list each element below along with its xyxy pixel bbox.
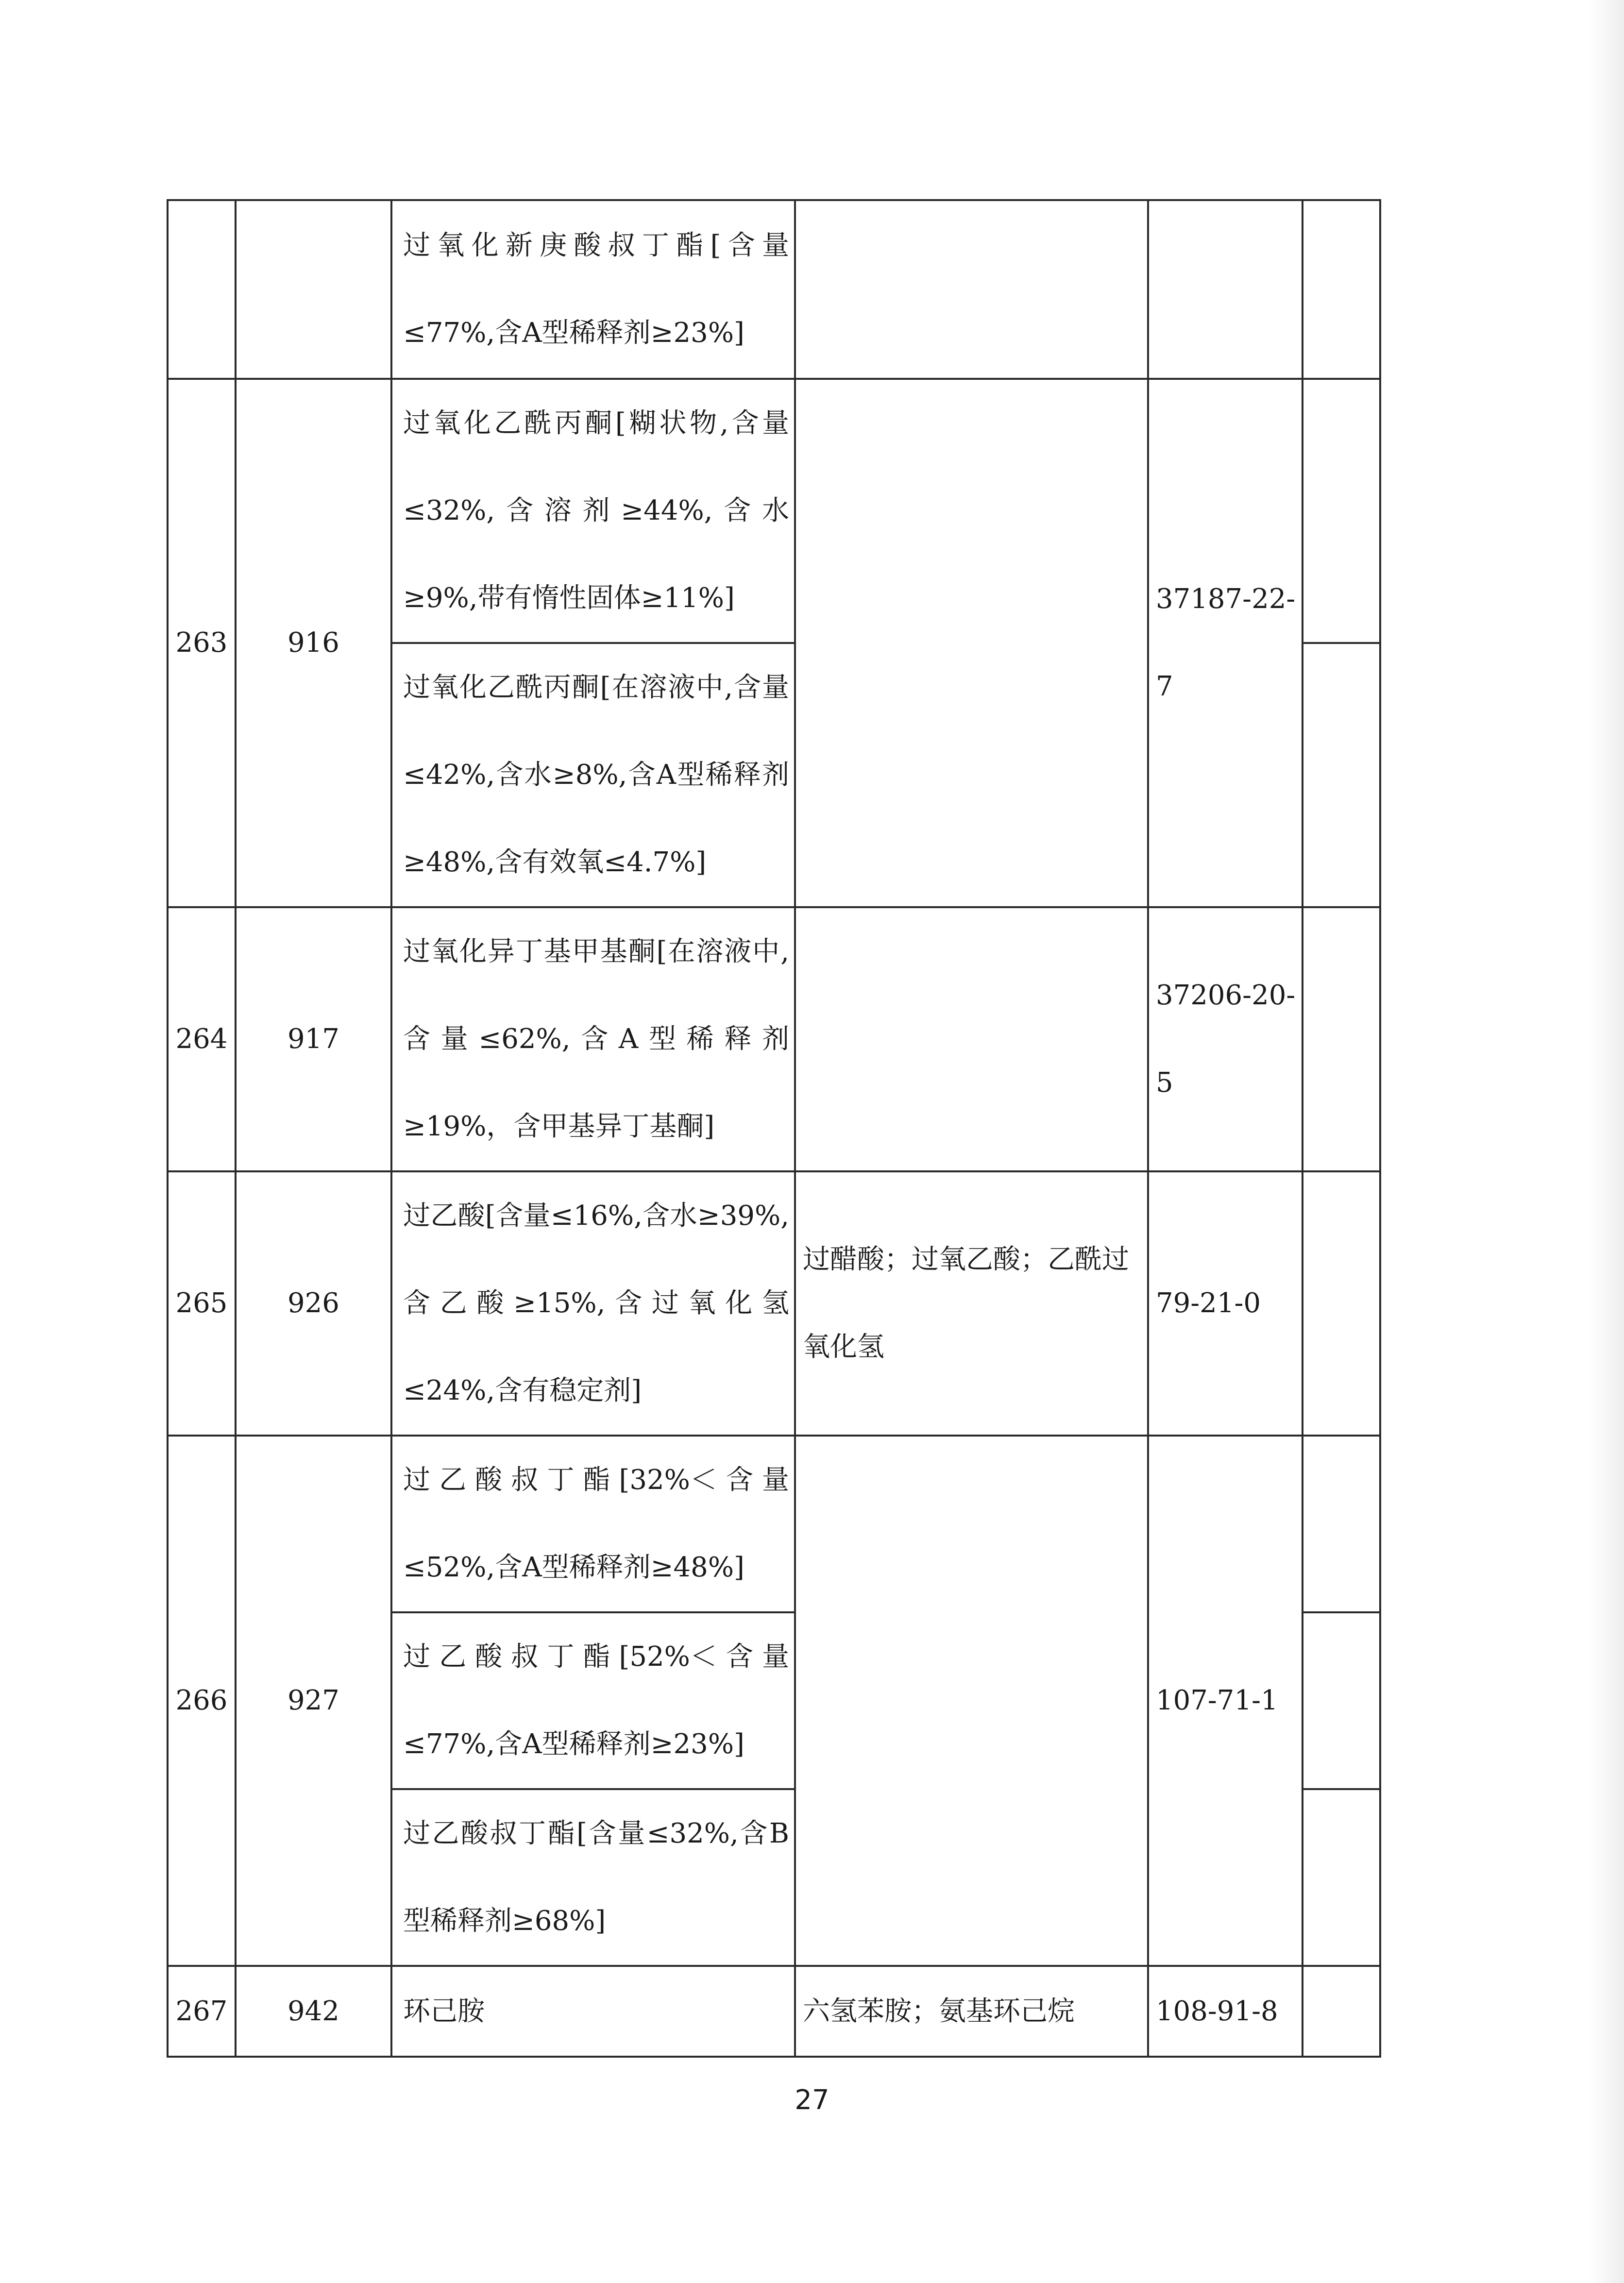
seq-cell: 267: [168, 1966, 236, 2057]
chemical-name-cell: 过乙酸[含量≤16%,含水≥39%,含乙酸≥15%,含过氧化氢≤24%,含有稳定剂]: [391, 1171, 795, 1436]
chemical-name-cell: 过乙酸叔丁酯[32%＜含量≤52%,含A型稀释剂≥48%]: [391, 1436, 795, 1612]
remark-cell: [1303, 643, 1380, 907]
remark-cell: [1303, 1612, 1380, 1789]
cas-cell: [1148, 200, 1303, 379]
remark-cell: [1303, 1436, 1380, 1612]
seq-cell: 263: [168, 379, 236, 907]
alias-cell: [795, 379, 1148, 907]
table-row: [168, 907, 1380, 1171]
cas-cell: 108-91-8: [1148, 1966, 1303, 2057]
chemical-name-cell: 过乙酸叔丁酯[52%＜含量≤77%,含A型稀释剂≥23%]: [391, 1612, 795, 1789]
hazardous-chemicals-table: [167, 199, 1381, 2058]
seq-cell: [168, 200, 236, 379]
cas-cell: 79-21-0: [1148, 1171, 1303, 1436]
alias-cell: [795, 1436, 1148, 1966]
remark-cell: [1303, 200, 1380, 379]
seq-cell: 265: [168, 1171, 236, 1436]
alias-cell: 过醋酸；过氧乙酸；乙酰过氧化氢: [795, 1171, 1148, 1436]
seq-cell: 266: [168, 1436, 236, 1966]
chemical-name-cell: 环己胺: [391, 1966, 795, 2057]
table-row: [168, 379, 1380, 643]
chemical-name-cell: 过氧化异丁基甲基酮[在溶液中,含量≤62%,含A型稀释剂≥19%，含甲基异丁基酮]: [391, 907, 795, 1171]
seq-cell: 264: [168, 907, 236, 1171]
chemical-name-cell: 过氧化乙酰丙酮[糊状物,含量≤32%,含溶剂≥44%,含水≥9%,带有惰性固体≥11%]: [391, 379, 795, 643]
cas-cell: 37187-22-7: [1148, 379, 1303, 907]
table-row: [168, 200, 1380, 379]
scan-edge: [1590, 0, 1624, 2283]
table-row: [168, 1171, 1380, 1436]
chemical-name-cell: 过乙酸叔丁酯[含量≤32%,含B型稀释剂≥68%]: [391, 1789, 795, 1966]
table-row: [168, 1436, 1380, 1612]
catalog-no-cell: 926: [236, 1171, 391, 1436]
alias-cell: [795, 200, 1148, 379]
remark-cell: [1303, 379, 1380, 643]
chemical-name-cell: 过氧化新庚酸叔丁酯[含量≤77%,含A型稀释剂≥23%]: [391, 200, 795, 379]
remark-cell: [1303, 907, 1380, 1171]
cas-cell: 37206-20-5: [1148, 907, 1303, 1171]
catalog-no-cell: 942: [236, 1966, 391, 2057]
remark-cell: [1303, 1966, 1380, 2057]
alias-cell: 六氢苯胺；氨基环己烷: [795, 1966, 1148, 2057]
chemical-name-cell: 过氧化乙酰丙酮[在溶液中,含量≤42%,含水≥8%,含A型稀释剂≥48%,含有效氧≤4.7%]: [391, 643, 795, 907]
alias-cell: [795, 907, 1148, 1171]
table-row: [168, 1966, 1380, 2057]
catalog-no-cell: 927: [236, 1436, 391, 1966]
page-number: 27: [795, 2084, 829, 2116]
catalog-no-cell: [236, 200, 391, 379]
catalog-no-cell: 916: [236, 379, 391, 907]
catalog-no-cell: 917: [236, 907, 391, 1171]
remark-cell: [1303, 1789, 1380, 1966]
cas-cell: 107-71-1: [1148, 1436, 1303, 1966]
remark-cell: [1303, 1171, 1380, 1436]
